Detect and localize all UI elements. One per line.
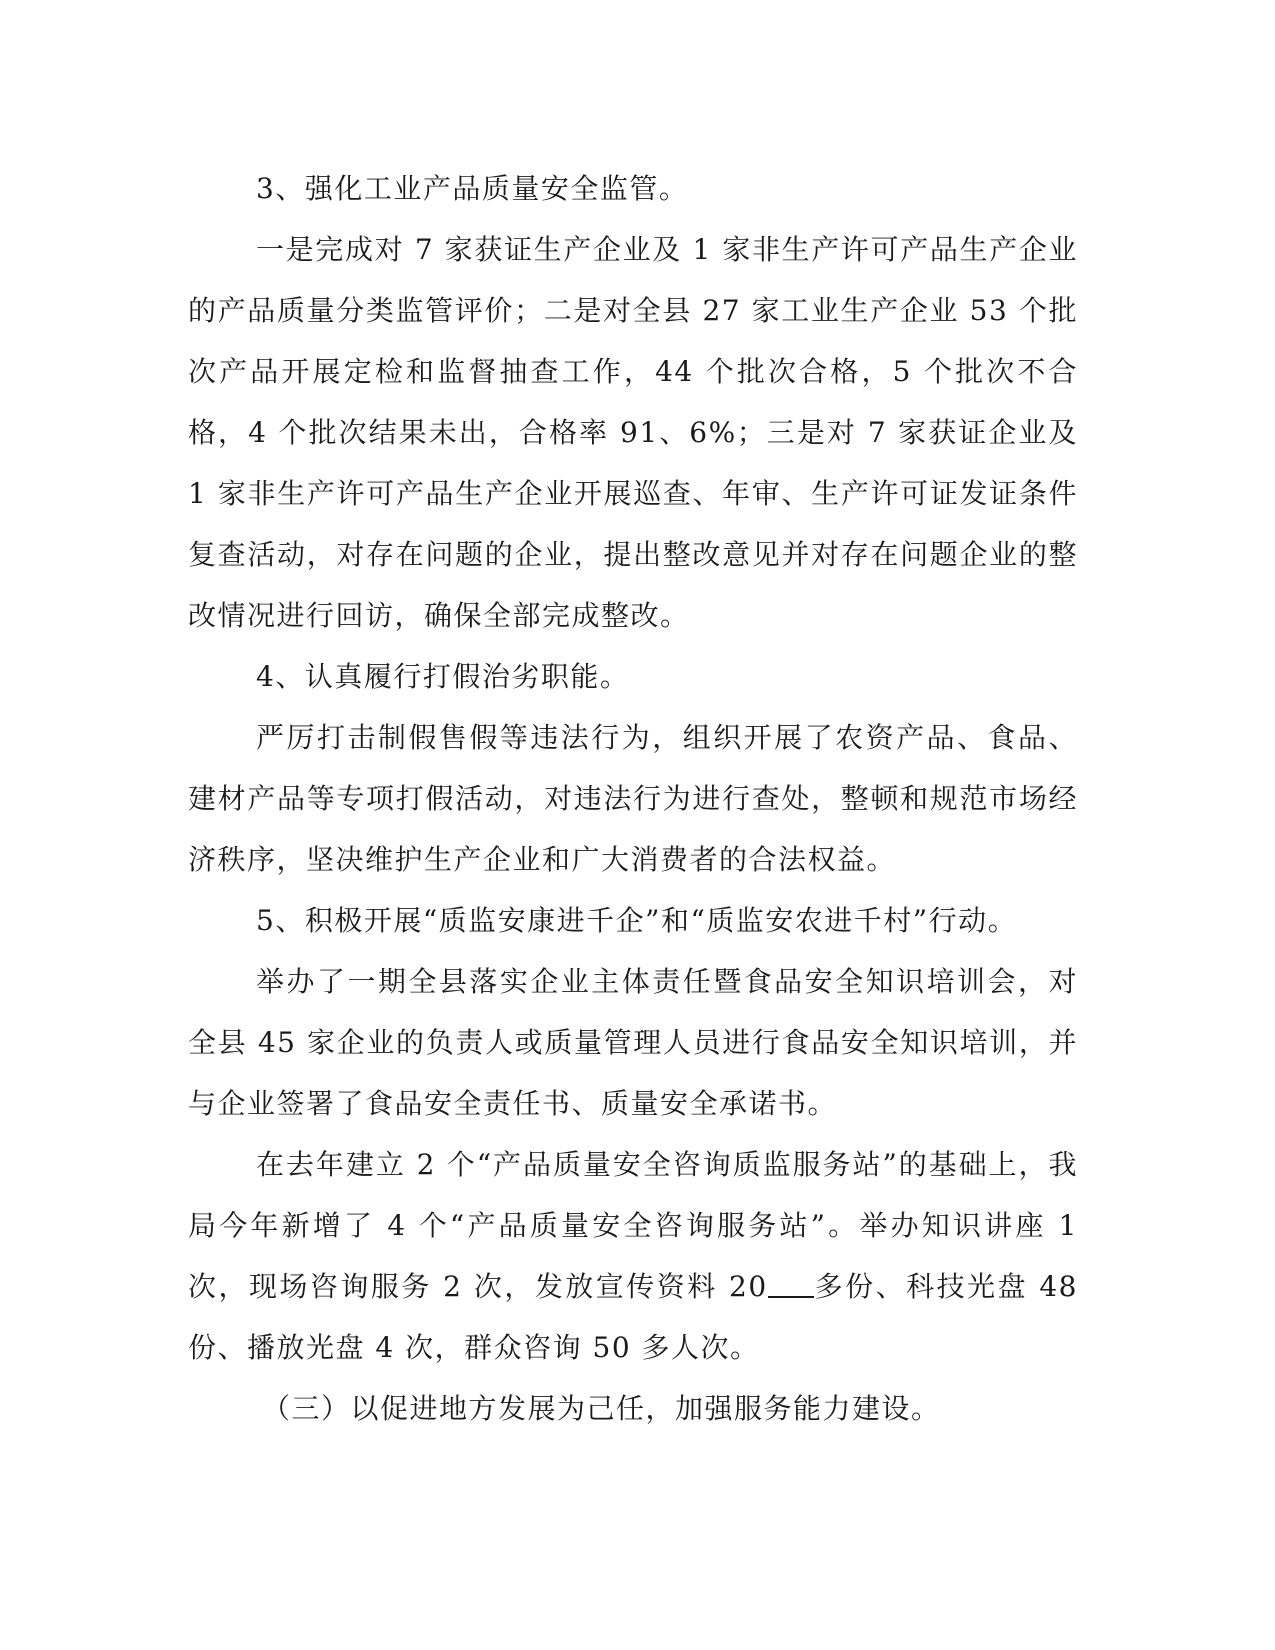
section-heading-5: 5、积极开展“质监安康进千企”和“质监安农进千村”行动。 bbox=[256, 904, 1018, 937]
closing-heading: （三）以促进地方发展为己任，加强服务能力建设。 bbox=[262, 1392, 941, 1425]
blank-underline bbox=[768, 1268, 814, 1298]
paragraph-industrial-quality: 一是完成对 7 家获证生产企业及 1 家非生产许可产品生产企业的产品质量分类监管评价；二是对全县 27 家工业生产企业 53 个批次产品开展定检和监督抽查工作，44 个批次合格，5 个批次不合格，4 个批次结果未出，合格率 91、6%；三是对 7 家获证企业及 1 家非生产许可产品生产企业开展巡查、年审、生产许可证发证条件复查活动，对存在问题的企业，提出整改意见并对存在问题企业的整改情况进行回访，确保全部完成整改。 bbox=[188, 233, 1078, 632]
paragraph-food-safety-training: 举办了一期全县落实企业主体责任暨食品安全知识培训会，对全县 45 家企业的负责人或质量管理人员进行食品安全知识培训，并与企业签署了食品安全责任书、质量安全承诺书。 bbox=[188, 965, 1078, 1120]
paragraph-anti-counterfeit: 严厉打击制假售假等违法行为，组织开展了农资产品、食品、建材产品等专项打假活动，对违法行为进行查处，整顿和规范市场经济秩序，坚决维护生产企业和广大消费者的合法权益。 bbox=[188, 721, 1078, 876]
document-body bbox=[188, 158, 1078, 1439]
service-stations-text-before: 在去年建立 2 个“产品质量安全咨询质监服务站”的基础上，我局今年新增了 4 个“产品质量安全咨询服务站”。举办知识讲座 1 次，现场咨询服务 2 次，发放宣传资料 20 bbox=[188, 1148, 1078, 1303]
paragraph-service-stations bbox=[188, 1134, 1078, 1378]
section-heading-4: 4、认真履行打假治劣职能。 bbox=[256, 660, 630, 693]
service-stations-text-after: 多份、科技光盘 48 份、播放光盘 4 次，群众咨询 50 多人次。 bbox=[188, 1270, 1078, 1364]
section-heading-3: 3、强化工业产品质量安全监管。 bbox=[256, 172, 689, 205]
